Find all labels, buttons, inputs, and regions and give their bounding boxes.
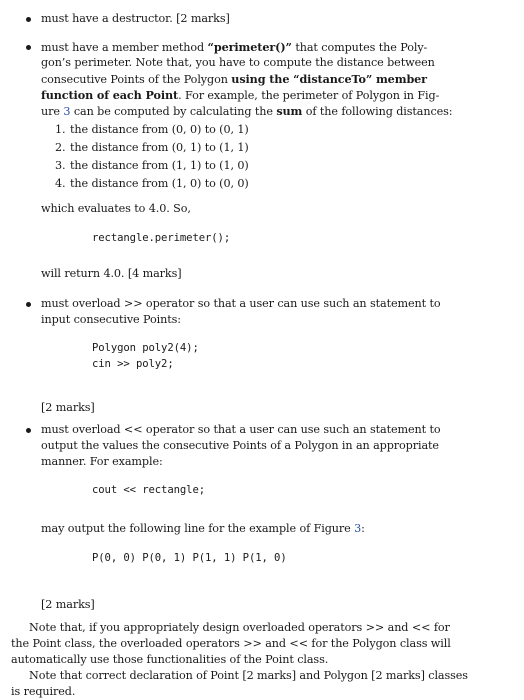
text: consecutive Points of the Polygon — [41, 73, 232, 86]
perimeter-line-2: gon’s perimeter. Note that, you have to compute the distance between — [41, 56, 435, 69]
step-number: 2. — [55, 141, 66, 154]
bullet-2 — [26, 45, 31, 50]
step-number: 1. — [55, 123, 66, 136]
function-emphasis: function of each Point — [41, 88, 179, 102]
output-example: P(0, 0) P(0, 1) P(1, 1) P(1, 0) — [92, 552, 287, 564]
text: . For example, the perimeter of Polygon in Fig- — [178, 89, 440, 102]
step-text: the distance from (1, 1) to (1, 0) — [70, 159, 249, 172]
step-number: 4. — [55, 177, 66, 190]
output-operator-line-1: must overload << operator so that a user can use such an statement to — [41, 423, 441, 436]
input-code-line-2: cin >> poly2; — [92, 358, 174, 370]
input-operator-line-2: input consecutive Points: — [41, 313, 181, 326]
perimeter-method-name: “perimeter()” — [207, 40, 292, 54]
note-1-line-3: automatically use those functionalities of the Point class. — [11, 653, 329, 666]
output-code: cout << rectangle; — [92, 484, 206, 496]
output-operator-marks: [2 marks] — [41, 598, 95, 611]
text: can be computed by calculating the — [70, 105, 277, 118]
output-operator-line-3: manner. For example: — [41, 455, 163, 468]
text: that computes the Poly- — [291, 41, 428, 54]
sum-emphasis: sum — [276, 104, 303, 118]
may-output-text — [41, 521, 365, 537]
text: must have a member method — [41, 41, 208, 54]
perimeter-line-3 — [41, 71, 427, 88]
destructor-requirement: must have a destructor. [2 marks] — [41, 12, 230, 25]
perimeter-code: rectangle.perimeter(); — [92, 232, 231, 244]
note-2-line-2: is required. — [11, 685, 76, 698]
text: may output the following line for the example of Figure — [41, 522, 355, 535]
input-operator-marks: [2 marks] — [41, 401, 95, 414]
distance-to-emphasis: using the “distanceTo” member — [231, 72, 427, 86]
output-operator-line-2: output the values the consecutive Points of a Polygon in an appropriate — [41, 439, 439, 452]
figure-reference-link[interactable]: 3 — [63, 105, 71, 118]
evaluates-text: which evaluates to 4.0. So, — [41, 202, 191, 215]
perimeter-line-4 — [41, 87, 439, 104]
note-1-line-2: the Point class, the overloaded operators >> and << for the Polygon class will — [11, 637, 451, 650]
step-text: the distance from (1, 0) to (0, 0) — [70, 177, 249, 190]
text: of the following distances: — [302, 105, 453, 118]
figure-reference-link[interactable]: 3 — [354, 522, 362, 535]
bullet-3 — [26, 302, 31, 307]
step-text: the distance from (0, 1) to (1, 1) — [70, 141, 249, 154]
return-text: will return 4.0. [4 marks] — [41, 267, 182, 280]
note-2-line-1: Note that correct declaration of Point [2 marks] and Polygon [2 marks] classes — [29, 669, 468, 682]
text: ure — [41, 105, 64, 118]
input-code-line-1: Polygon poly2(4); — [92, 342, 199, 354]
step-text: the distance from (0, 0) to (0, 1) — [70, 123, 249, 136]
bullet-4 — [26, 428, 31, 433]
bullet-1 — [26, 17, 31, 22]
perimeter-line-5 — [41, 103, 452, 120]
input-operator-line-1: must overload >> operator so that a user can use such an statement to — [41, 297, 441, 310]
text: : — [361, 522, 365, 535]
step-number: 3. — [55, 159, 66, 172]
perimeter-line-1 — [41, 39, 427, 56]
note-1-line-1: Note that, if you appropriately design overloaded operators >> and << for — [29, 621, 450, 634]
